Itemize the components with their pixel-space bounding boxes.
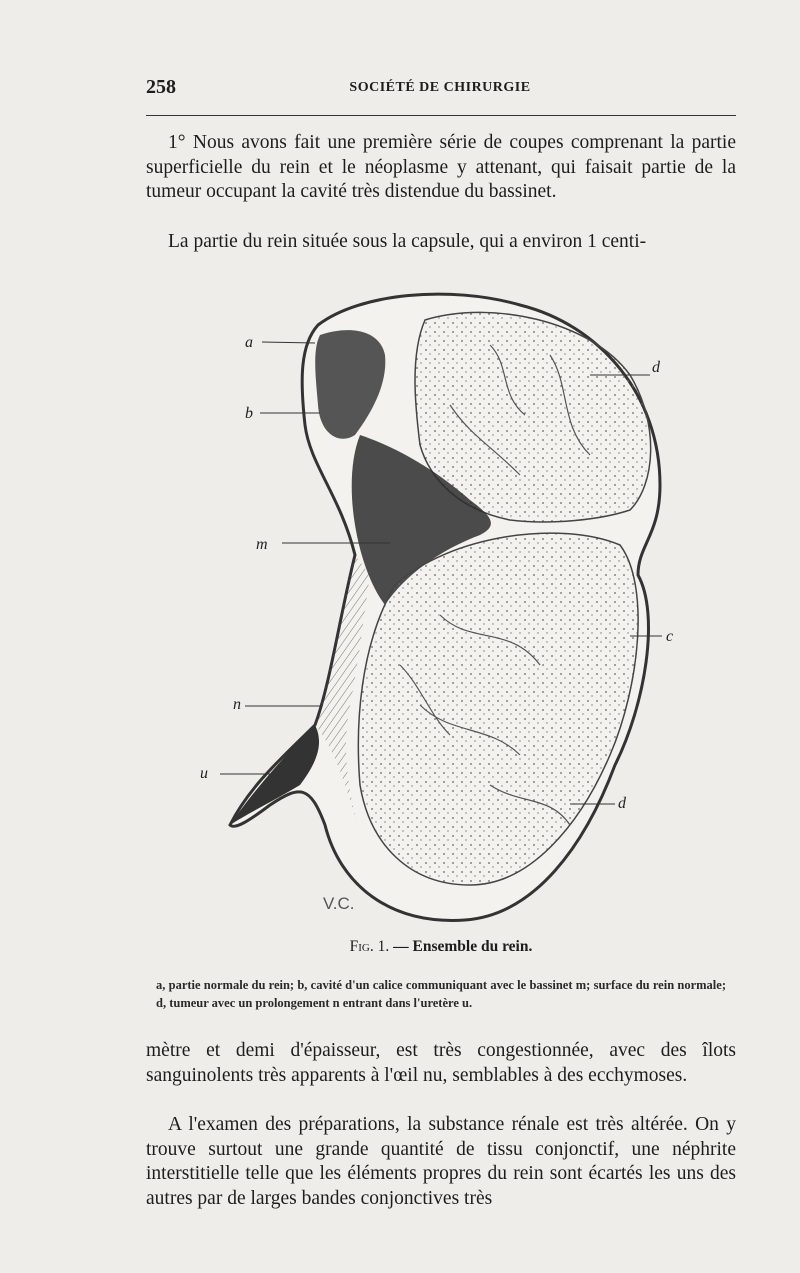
figure-legend: a, partie normale du rein; b, cavité d'un calice communiquant avec le bassinet m; surface du rein normale; d, tumeur avec un prolongement n entrant dans l'uretère u. [156,978,726,1010]
artist-signature: V.C. [323,894,355,913]
paragraph-3: mètre et demi d'épaisseur, est très congestionnée, avec des îlots sanguinolents très apparents à l'œil nu, semblables à des ecchymoses. [146,1040,736,1086]
label-u: u [200,765,208,782]
label-d-top: d [652,359,660,376]
label-a: a [245,334,253,351]
paragraph-4: A l'examen des préparations, la substance rénale est très altérée. On y trouve surtout une grande quantité de tissu conjonctif, une néphrite interstitielle telle que les éléments propres du rein sont écartés les uns des autres par de larges bandes conjonctives très [146,1114,736,1209]
header-rule [146,115,736,116]
label-b: b [245,405,253,422]
label-m: m [256,536,268,553]
kidney-illustration [190,285,680,925]
label-c: c [666,628,674,645]
running-title: SOCIÉTÉ DE CHIRURGIE [349,80,531,95]
page-number: 258 [146,76,176,98]
paragraph-2: La partie du rein située sous la capsule, qui a environ 1 centi- [168,231,647,252]
kidney-figure [190,285,680,930]
figure-caption-text: — Ensemble du rein. [389,938,533,955]
paragraph-1: 1° Nous avons fait une première série de coupes comprenant la partie superficielle du rein et le néoplasme y attenant, qui faisait partie de la tumeur occupant la cavité très distendue du bassinet. [146,132,736,202]
figure-caption [146,938,736,956]
label-d-bottom: d [618,795,626,812]
label-n: n [233,696,241,713]
figure-caption-label: Fig. 1. [349,938,390,955]
